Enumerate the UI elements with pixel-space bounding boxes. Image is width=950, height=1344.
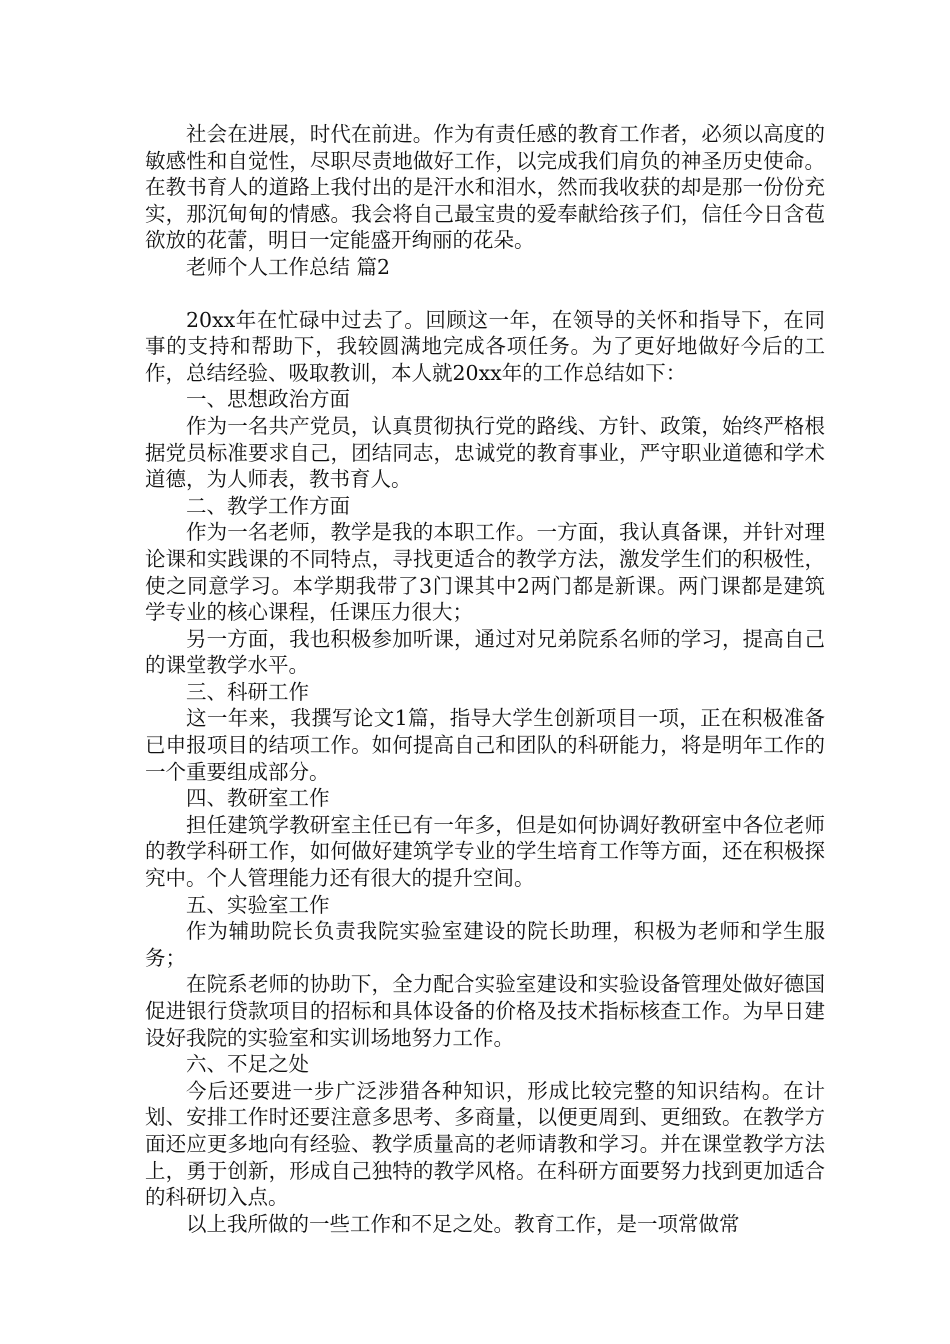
heading-politics: 一、思想政治方面 <box>186 387 350 412</box>
document-page <box>145 121 825 1237</box>
heading-shortcomings: 六、不足之处 <box>186 1052 309 1077</box>
paragraph-shortcomings: 今后还要进一步广泛涉猎各种知识，形成比较完整的知识结构。在计划、安排工作时还要注意多思考、多商量，以便更周到、更细致。在教学方面还应更多地向有经验、教学质量高的老师请教和学习。并在课堂教学方法上，勇于创新，形成自己独特的教学风格。在科研方面要努力找到更加适合的科研切入点。 <box>145 1078 825 1210</box>
paragraph-intro: 社会在进展，时代在前进。作为有责任感的教育工作者，必须以高度的敏感性和自觉性，尽职尽责地做好工作，以完成我们肩负的神圣历史使命。在教书育人的道路上我付出的是汗水和泪水，然而我收获的却是那一份份充实，那沉甸甸的情感。我会将自己最宝贵的爱奉献给孩子们，信任今日含苞欲放的花蕾，明日一定能盛开绚丽的花朵。 <box>145 122 825 253</box>
paragraph-lab-1: 作为辅助院长负责我院实验室建设的院长助理，积极为老师和学生服务； <box>145 919 825 970</box>
paragraph-research: 这一年来，我撰写论文1篇，指导大学生创新项目一项，正在积极准备已申报项目的结项工作。如何提高自己和团队的科研能力，将是明年工作的一个重要组成部分。 <box>145 706 825 784</box>
heading-office: 四、教研室工作 <box>186 786 330 811</box>
paragraph-lab-2: 在院系老师的协助下，全力配合实验室建设和实验设备管理处做好德国促进银行贷款项目的招标和具体设备的价格及技术指标核查工作。为早日建设好我院的实验室和实训场地努力工作。 <box>145 972 825 1050</box>
heading-lab: 五、实验室工作 <box>186 892 330 917</box>
paragraph-overview: 20xx年在忙碌中过去了。回顾这一年，在领导的关怀和指导下，在同事的支持和帮助下，我较圆满地完成各项任务。为了更好地做好今后的工作，总结经验、吸取教训，本人就20xx年的工作总结如下： <box>145 307 825 385</box>
paragraph-politics: 作为一名共产党员，认真贯彻执行党的路线、方针、政策，始终严格根据党员标准要求自己，团结同志，忠诚党的教育事业，严守职业道德和学术道德，为人师表，教书育人。 <box>145 413 825 492</box>
heading-research: 三、科研工作 <box>186 679 309 704</box>
paragraph-teaching-1: 作为一名老师，教学是我的本职工作。一方面，我认真备课，并针对理论课和实践课的不同特点，寻找更适合的教学方法，激发学生们的积极性，使之同意学习。本学期我带了3门课其中2两门都是新课。两门课都是建筑学专业的核心课程，任课压力很大； <box>145 520 825 625</box>
heading-teaching: 二、教学工作方面 <box>186 493 350 518</box>
section-title: 老师个人工作总结 篇2 <box>186 254 391 279</box>
paragraph-closing: 以上我所做的一些工作和不足之处。教育工作，是一项常做常 <box>186 1211 740 1236</box>
paragraph-teaching-2: 另一方面，我也积极参加听课，通过对兄弟院系名师的学习，提高自己的课堂教学水平。 <box>145 626 825 678</box>
paragraph-office: 担任建筑学教研室主任已有一年多，但是如何协调好教研室中各位老师的教学科研工作，如何做好建筑学专业的学生培育工作等方面，还在积极探究中。个人管理能力还有很大的提升空间。 <box>145 812 825 891</box>
